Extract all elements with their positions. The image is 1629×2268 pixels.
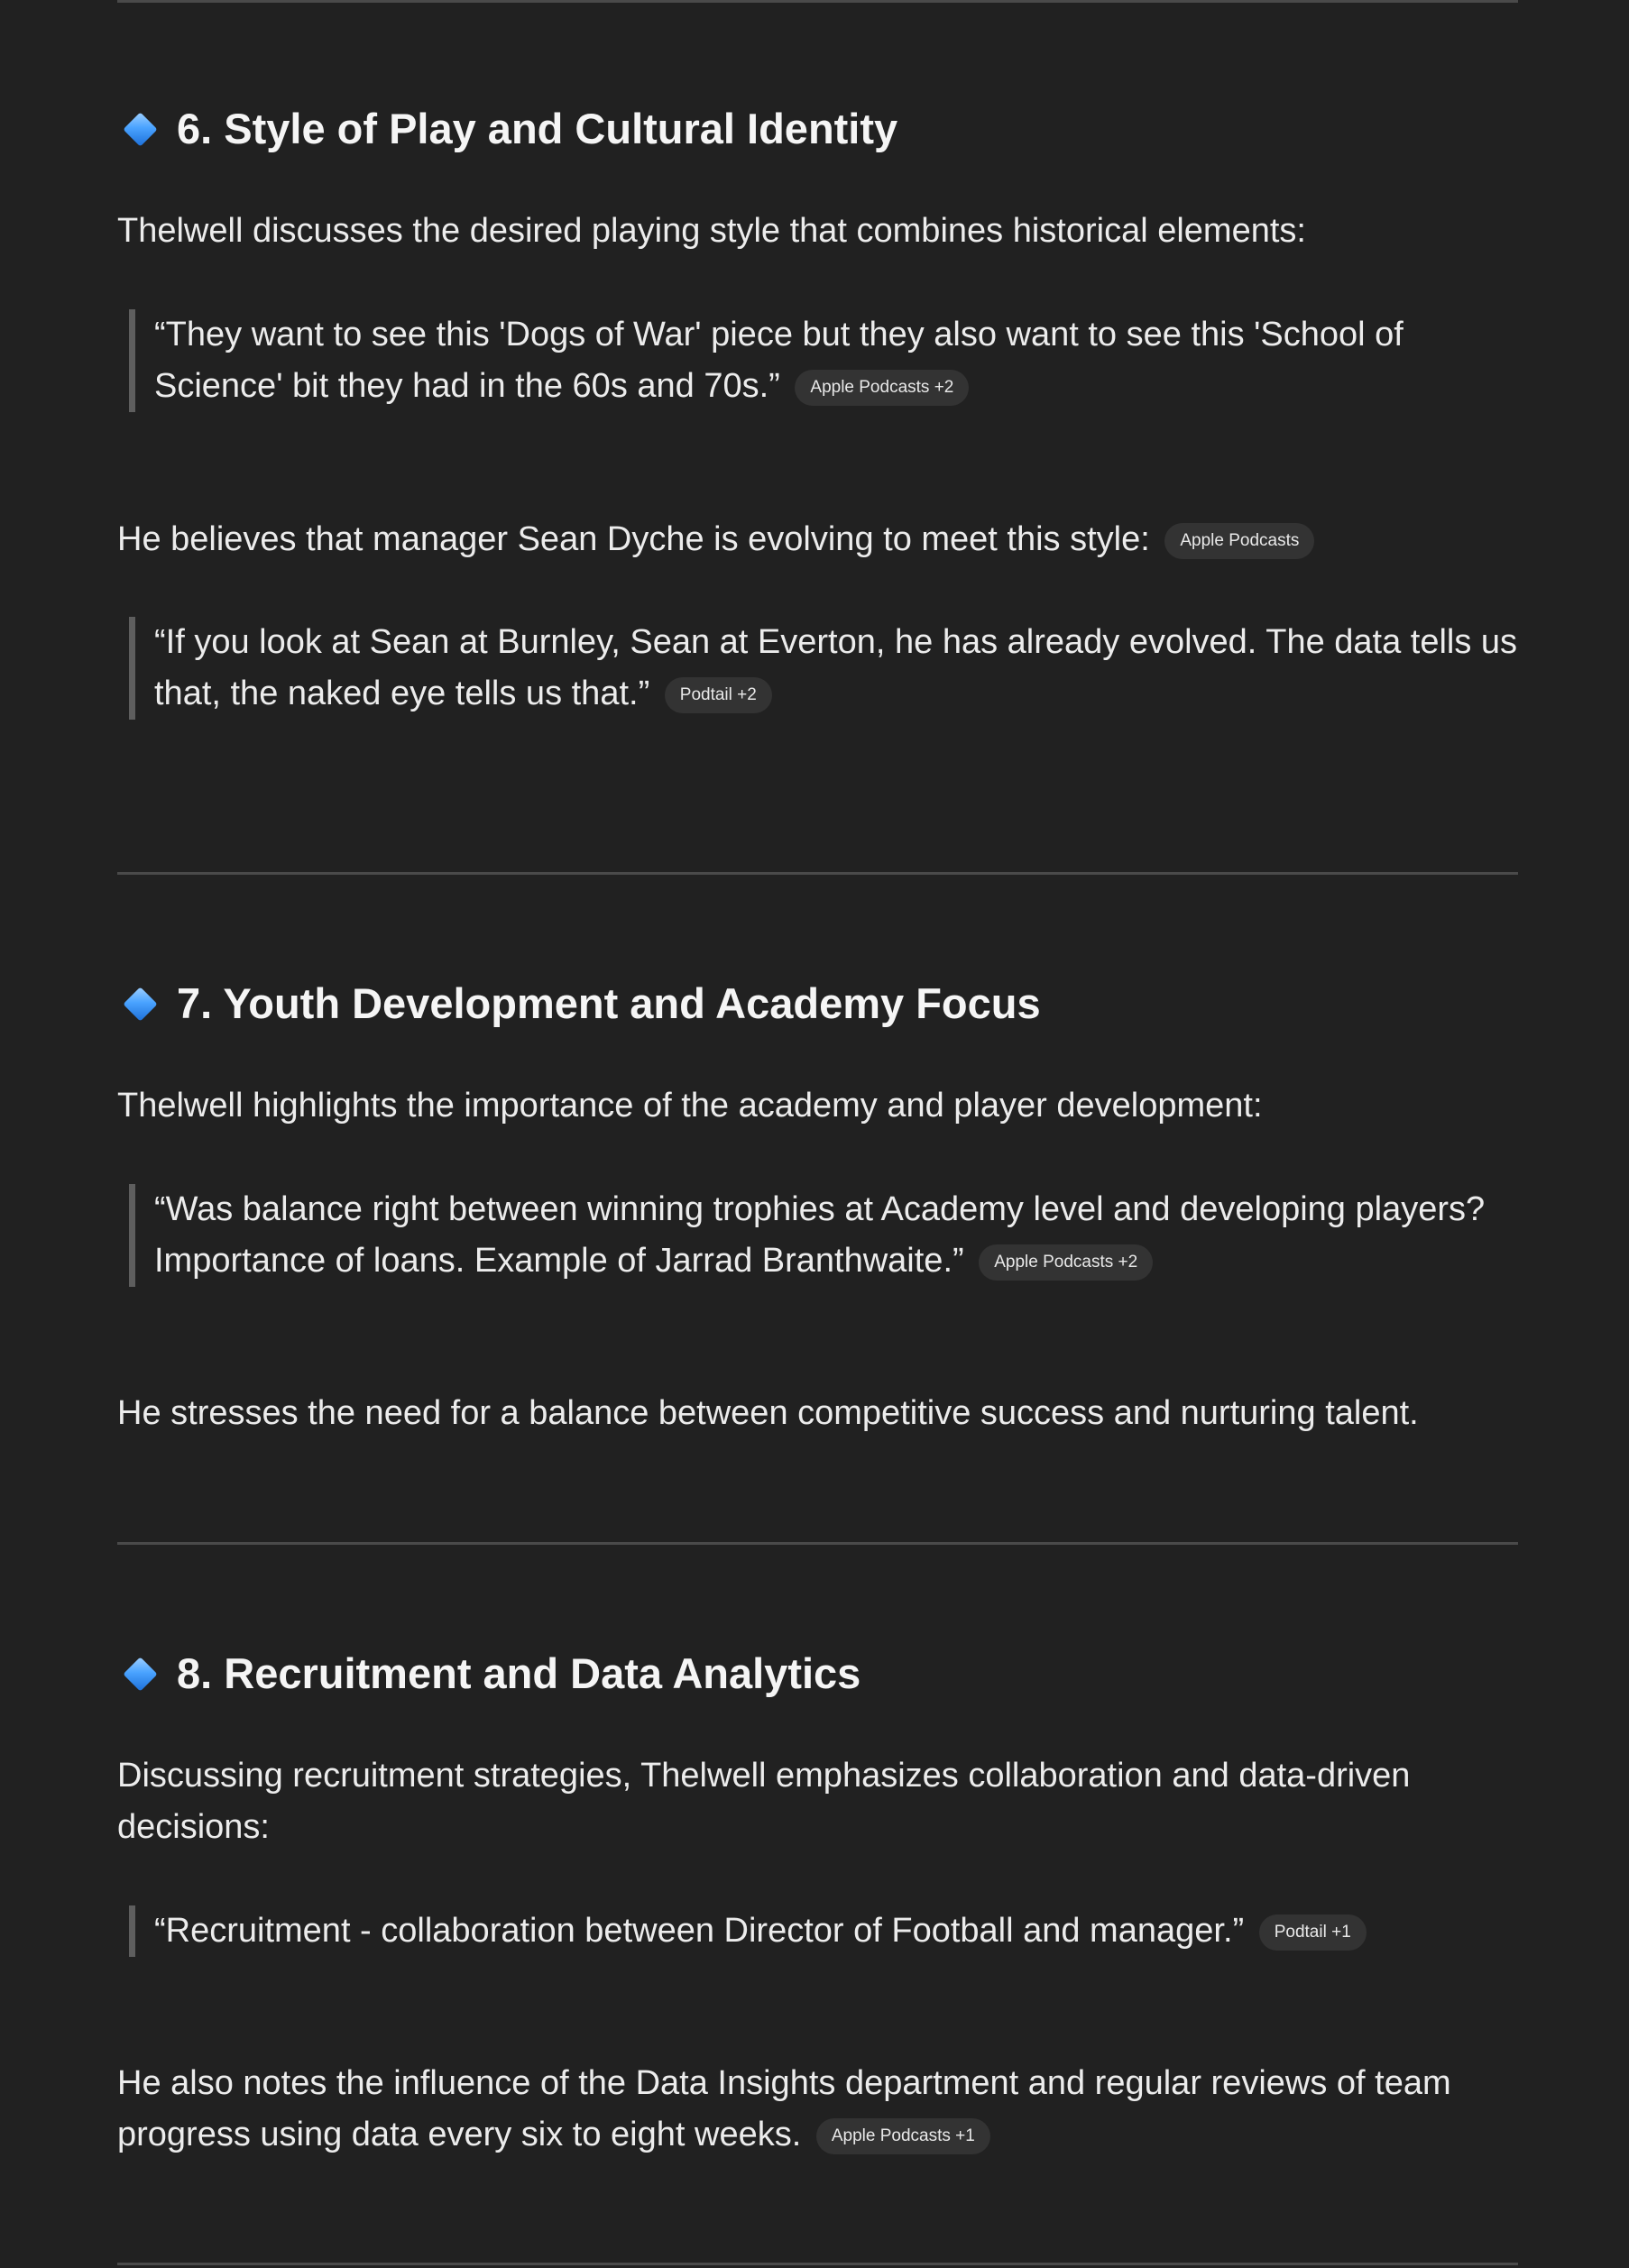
paragraph <box>117 2058 1518 2161</box>
quote-text: “They want to see this 'Dogs of War' piece but they also want to see this 'School of Science' bit they had in the 60s and 70s.” <box>154 316 1404 405</box>
paragraph: Discussing recruitment strategies, Thelwell emphasizes collaboration and data-driven decisions: <box>117 1757 1411 1846</box>
source-citation-button[interactable]: Apple Podcasts +1 <box>816 2118 990 2154</box>
source-citation-button[interactable]: Podtail +2 <box>665 677 772 713</box>
section-divider <box>117 1542 1518 1545</box>
section-heading <box>117 978 1041 1029</box>
quote-text: “Was balance right between winning trophies at Academy level and developing players? Importance of loans. Example of Jarrad Branthwaite.” <box>154 1190 1486 1280</box>
paragraph-text: He believes that manager Sean Dyche is evolving to meet this style: <box>117 520 1150 558</box>
section-heading <box>117 1648 861 1699</box>
small-blue-diamond-icon <box>123 1657 157 1691</box>
blockquote <box>129 309 1525 412</box>
small-blue-diamond-icon <box>123 112 157 146</box>
paragraph: Thelwell discusses the desired playing style that combines historical elements: <box>117 212 1306 250</box>
paragraph: Thelwell highlights the importance of the academy and player development: <box>117 1087 1263 1125</box>
source-citation-button[interactable]: Apple Podcasts +2 <box>979 1244 1153 1281</box>
quote-text: “If you look at Sean at Burnley, Sean at Everton, he has already evolved. The data tells us that, the naked eye tells us that.” <box>154 623 1518 712</box>
small-blue-diamond-icon <box>123 987 157 1021</box>
section-divider <box>117 0 1518 3</box>
section-title-text: 7. Youth Development and Academy Focus <box>177 979 1041 1027</box>
source-citation-button[interactable]: Podtail +1 <box>1259 1914 1367 1951</box>
section-divider <box>117 872 1518 875</box>
paragraph-text: He also notes the influence of the Data Insights department and regular reviews of team progress using data every six to eight weeks. <box>117 2064 1451 2153</box>
section-heading <box>117 104 897 154</box>
paragraph <box>117 514 1518 565</box>
blockquote <box>129 1184 1525 1287</box>
source-citation-button[interactable]: Apple Podcasts <box>1164 523 1314 559</box>
paragraph: He stresses the need for a balance between competitive success and nurturing talent. <box>117 1394 1419 1432</box>
quote-text: “Recruitment - collaboration between Director of Football and manager.” <box>154 1912 1245 1950</box>
section-divider <box>117 2263 1518 2265</box>
blockquote <box>129 617 1525 720</box>
section-title-text: 8. Recruitment and Data Analytics <box>177 1649 861 1697</box>
blockquote <box>129 1905 1525 1957</box>
section-title-text: 6. Style of Play and Cultural Identity <box>177 105 898 152</box>
source-citation-button[interactable]: Apple Podcasts +2 <box>795 370 969 406</box>
